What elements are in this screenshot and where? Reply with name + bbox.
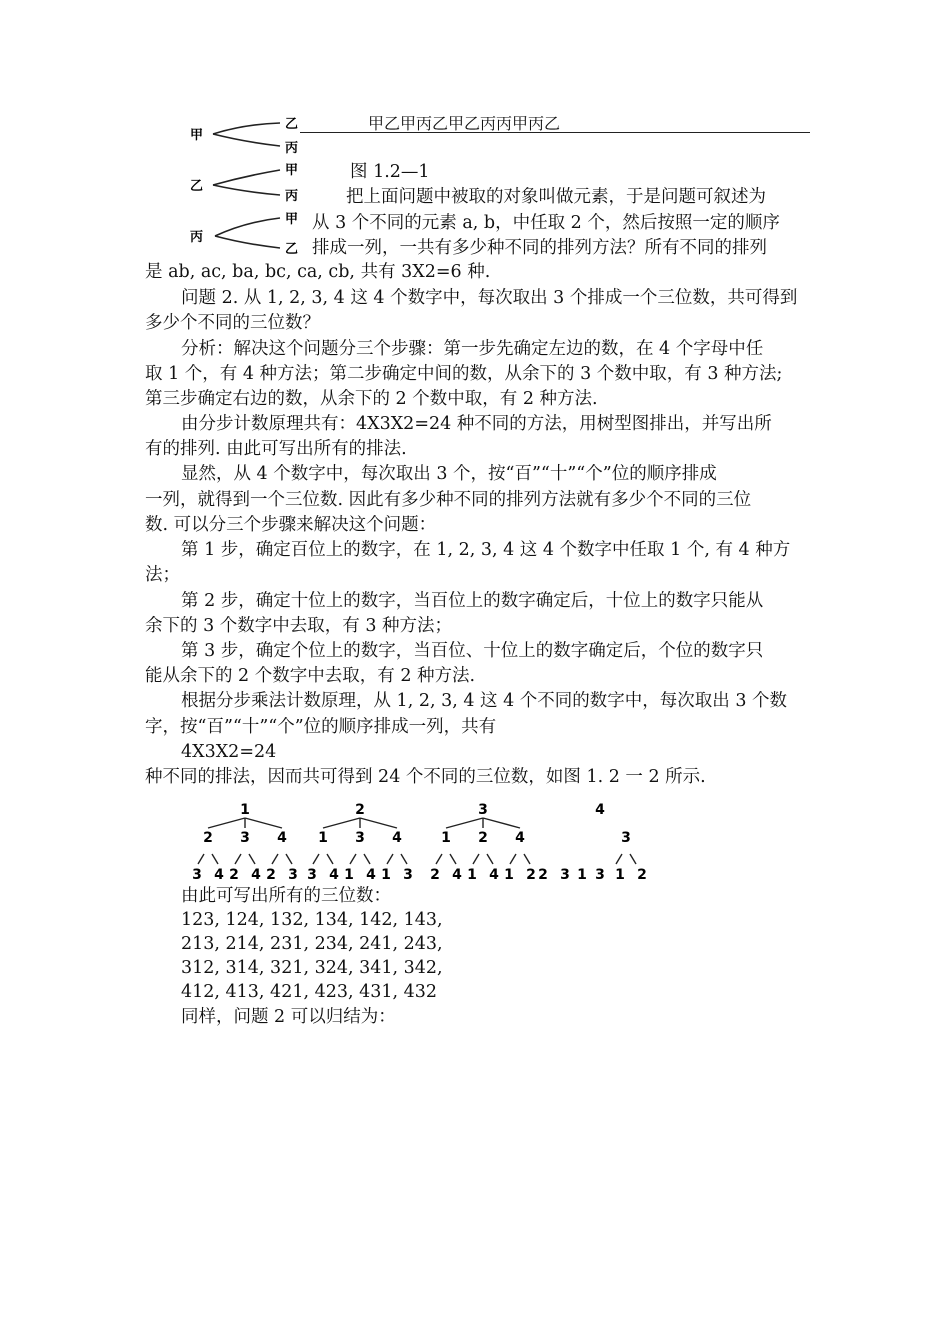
tree-diagram-1	[185, 110, 320, 260]
tree2-leaf-branch	[524, 854, 530, 864]
tree2-leaf-branch	[450, 854, 456, 864]
tree2-leaf-node: 2	[229, 867, 239, 883]
tree2-mid-node: 2	[203, 830, 213, 846]
problem2-line-2: 多少个不同的三位数？	[145, 313, 320, 333]
tree2-leaf-node: 3	[595, 867, 605, 883]
tree2-mid-node: 4	[392, 830, 402, 846]
step3-line-2: 能从余下的 2 个数字中去取，有 2 种方法.	[145, 666, 476, 686]
tree2-leaf-branch	[473, 854, 479, 864]
tree2-leaf-node: 1	[381, 867, 391, 883]
tree2-leaf-branch	[401, 854, 407, 864]
tree2-mid-node: 4	[515, 830, 525, 846]
step1-line-2: 法；	[145, 565, 180, 585]
conclusion-line-1: 根据分步乘法计数原理，从 1, 2, 3, 4 这 4 个不同的数字中，每次取出 3 个数	[181, 691, 788, 711]
tree2-leaf-branch	[286, 854, 292, 864]
tree2-mid-node: 1	[318, 830, 328, 846]
tree2-leaf-branch	[272, 854, 278, 864]
tree2-leaf-node: 3	[288, 867, 298, 883]
obvious-line-2: 一列，就得到一个三位数. 因此有多少种不同的排列方法就有多少个不同的三位	[145, 490, 752, 510]
tree2-leaf-branch	[387, 854, 393, 864]
tree2-leaf-node: 4	[214, 867, 224, 883]
principle-line-2: 有的排列. 由此可写出所有的排法.	[145, 439, 407, 459]
principle-line-1: 由分步计数原理共有：4X3X2=24 种不同的方法，用树型图排出，并写出所	[181, 414, 772, 434]
tree2-leaf-node: 1	[504, 867, 514, 883]
number-row-2: 213, 214, 231, 234, 241, 243,	[181, 934, 443, 954]
closing-line: 同样，问题 2 可以归结为：	[181, 1007, 396, 1027]
tree2-mid-node: 3	[355, 830, 365, 846]
tree2-leaf-branch	[235, 854, 241, 864]
tree2-leaf-node: 1	[615, 867, 625, 883]
tree2-leaf-node: 1	[467, 867, 477, 883]
tree1-leaf-1b: 丙	[285, 141, 299, 156]
tree1-root-1: 甲	[190, 128, 204, 143]
tree2-leaf-branch	[249, 854, 255, 864]
tree2-branch	[208, 818, 245, 828]
tree1-leaf-2a: 甲	[285, 163, 299, 178]
tree2-leaf-branch	[616, 854, 622, 864]
obvious-line-3: 数. 可以分三个步骤来解决这个问题：	[145, 515, 437, 535]
tree2-root-4: 4	[595, 802, 605, 818]
number-row-4: 412, 413, 421, 423, 431, 432	[181, 982, 438, 1002]
tree2-leaf-node: 4	[366, 867, 376, 883]
tree2-leaf-branch	[364, 854, 370, 864]
step2-line-1: 第 2 步，确定十位上的数字，当百位上的数字确定后，十位上的数字只能从	[181, 591, 764, 611]
step3-line-1: 第 3 步，确定个位上的数字，当百位、十位上的数字确定后，个位的数字只	[181, 641, 764, 661]
tree2-branch	[360, 818, 397, 828]
tree2-leaf-node: 2	[526, 867, 536, 883]
tree2-leaf-node: 1	[577, 867, 587, 883]
tree2-mid-node: 4	[277, 830, 287, 846]
problem2-line-1: 问题 2. 从 1, 2, 3, 4 这 4 个数字中，每次取出 3 个排成一个三位数，共可得到	[181, 288, 798, 308]
tree2-branch	[446, 818, 483, 828]
step2-line-2: 余下的 3 个数字中去取，有 3 种方法；	[145, 616, 453, 636]
conclusion-line-4: 种不同的排法，因而共可得到 24 个不同的三位数，如图 1. 2 一 2 所示.	[145, 767, 706, 787]
tree2-leaf-branch	[630, 854, 636, 864]
tree2-leaf-branch	[436, 854, 442, 864]
tree2-leaf-node: 3	[560, 867, 570, 883]
tree1-leaf-2b: 丙	[285, 189, 299, 204]
figure-caption-1: 图 1.2—1	[350, 162, 430, 182]
para1-line-4: 是 ab, ac, ba, bc, ca, cb, 共有 3X2=6 种.	[145, 262, 491, 282]
tree2-branch	[483, 818, 520, 828]
conclusion-formula: 4X3X2=24	[181, 742, 277, 762]
tree2-leaf-node: 4	[329, 867, 339, 883]
tree2-mid-node: 3	[621, 830, 631, 846]
tree2-leaf-branch	[198, 854, 204, 864]
analysis-line-2: 取 1 个，有 4 种方法；第二步确定中间的数，从余下的 3 个数中取，有 3 种方法;	[145, 364, 783, 384]
tree2-leaf-node: 3	[403, 867, 413, 883]
tree2-leaf-branch	[327, 854, 333, 864]
number-row-1: 123, 124, 132, 134, 142, 143,	[181, 910, 443, 930]
tree2-leaf-node: 2	[538, 867, 548, 883]
conclusion-line-2: 字，按“百”“十”“个”位的顺序排成一列，共有	[145, 717, 497, 737]
tree1-leaf-1a: 乙	[285, 117, 299, 132]
header-sequence: 甲乙甲丙乙甲乙丙丙甲丙乙	[368, 114, 561, 133]
tree-diagram-2	[190, 790, 680, 885]
tree2-leaf-node: 3	[192, 867, 202, 883]
analysis-line-3: 第三步确定右边的数，从余下的 2 个数中取，有 2 种方法.	[145, 389, 598, 409]
obvious-line-1: 显然，从 4 个数字中，每次取出 3 个，按“百”“十”“个”位的顺序排成	[181, 464, 717, 484]
tree2-leaf-branch	[350, 854, 356, 864]
tree1-leaf-3a: 甲	[285, 212, 299, 227]
tree1-root-2: 乙	[190, 179, 204, 194]
tree2-leaf-node: 2	[430, 867, 440, 883]
tree2-branch	[323, 818, 360, 828]
tree2-leaf-node: 2	[266, 867, 276, 883]
tree2-leaf-branch	[487, 854, 493, 864]
tree1-root-3: 丙	[190, 230, 204, 245]
para1-line-1: 把上面问题中被取的对象叫做元素，于是问题可叙述为	[346, 187, 766, 207]
tree2-leaf-branch	[212, 854, 218, 864]
step1-line-1: 第 1 步，确定百位上的数字，在 1, 2, 3, 4 这 4 个数字中任取 1 个, 有 4 种方	[181, 540, 791, 560]
tree2-branch	[245, 818, 282, 828]
tree2-mid-node: 1	[441, 830, 451, 846]
tree2-mid-node: 3	[240, 830, 250, 846]
para1-line-3: 排成一列，一共有多少种不同的排列方法？所有不同的排列	[312, 238, 767, 258]
tree2-leaf-node: 3	[307, 867, 317, 883]
tree2-leaf-node: 4	[489, 867, 499, 883]
tree2-root-1: 1	[240, 802, 250, 818]
analysis-line-1: 分析：解决这个问题分三个步骤：第一步先确定左边的数，在 4 个字母中任	[181, 339, 764, 359]
tree2-root-2: 2	[355, 802, 365, 818]
tree2-root-3: 3	[478, 802, 488, 818]
tree2-leaf-node: 4	[251, 867, 261, 883]
tree1-leaf-3b: 乙	[285, 242, 299, 257]
header-rule	[300, 132, 810, 133]
tree2-leaf-branch	[313, 854, 319, 864]
tree2-leaf-node: 2	[637, 867, 647, 883]
tree2-leaf-node: 4	[452, 867, 462, 883]
tree2-mid-node: 2	[478, 830, 488, 846]
tree2-leaf-branch	[510, 854, 516, 864]
tree2-leaf-node: 1	[344, 867, 354, 883]
number-row-3: 312, 314, 321, 324, 341, 342,	[181, 958, 443, 978]
list-intro: 由此可写出所有的三位数：	[181, 886, 391, 906]
para1-line-2: 从 3 个不同的元素 a, b，中任取 2 个，然后按照一定的顺序	[312, 213, 780, 233]
